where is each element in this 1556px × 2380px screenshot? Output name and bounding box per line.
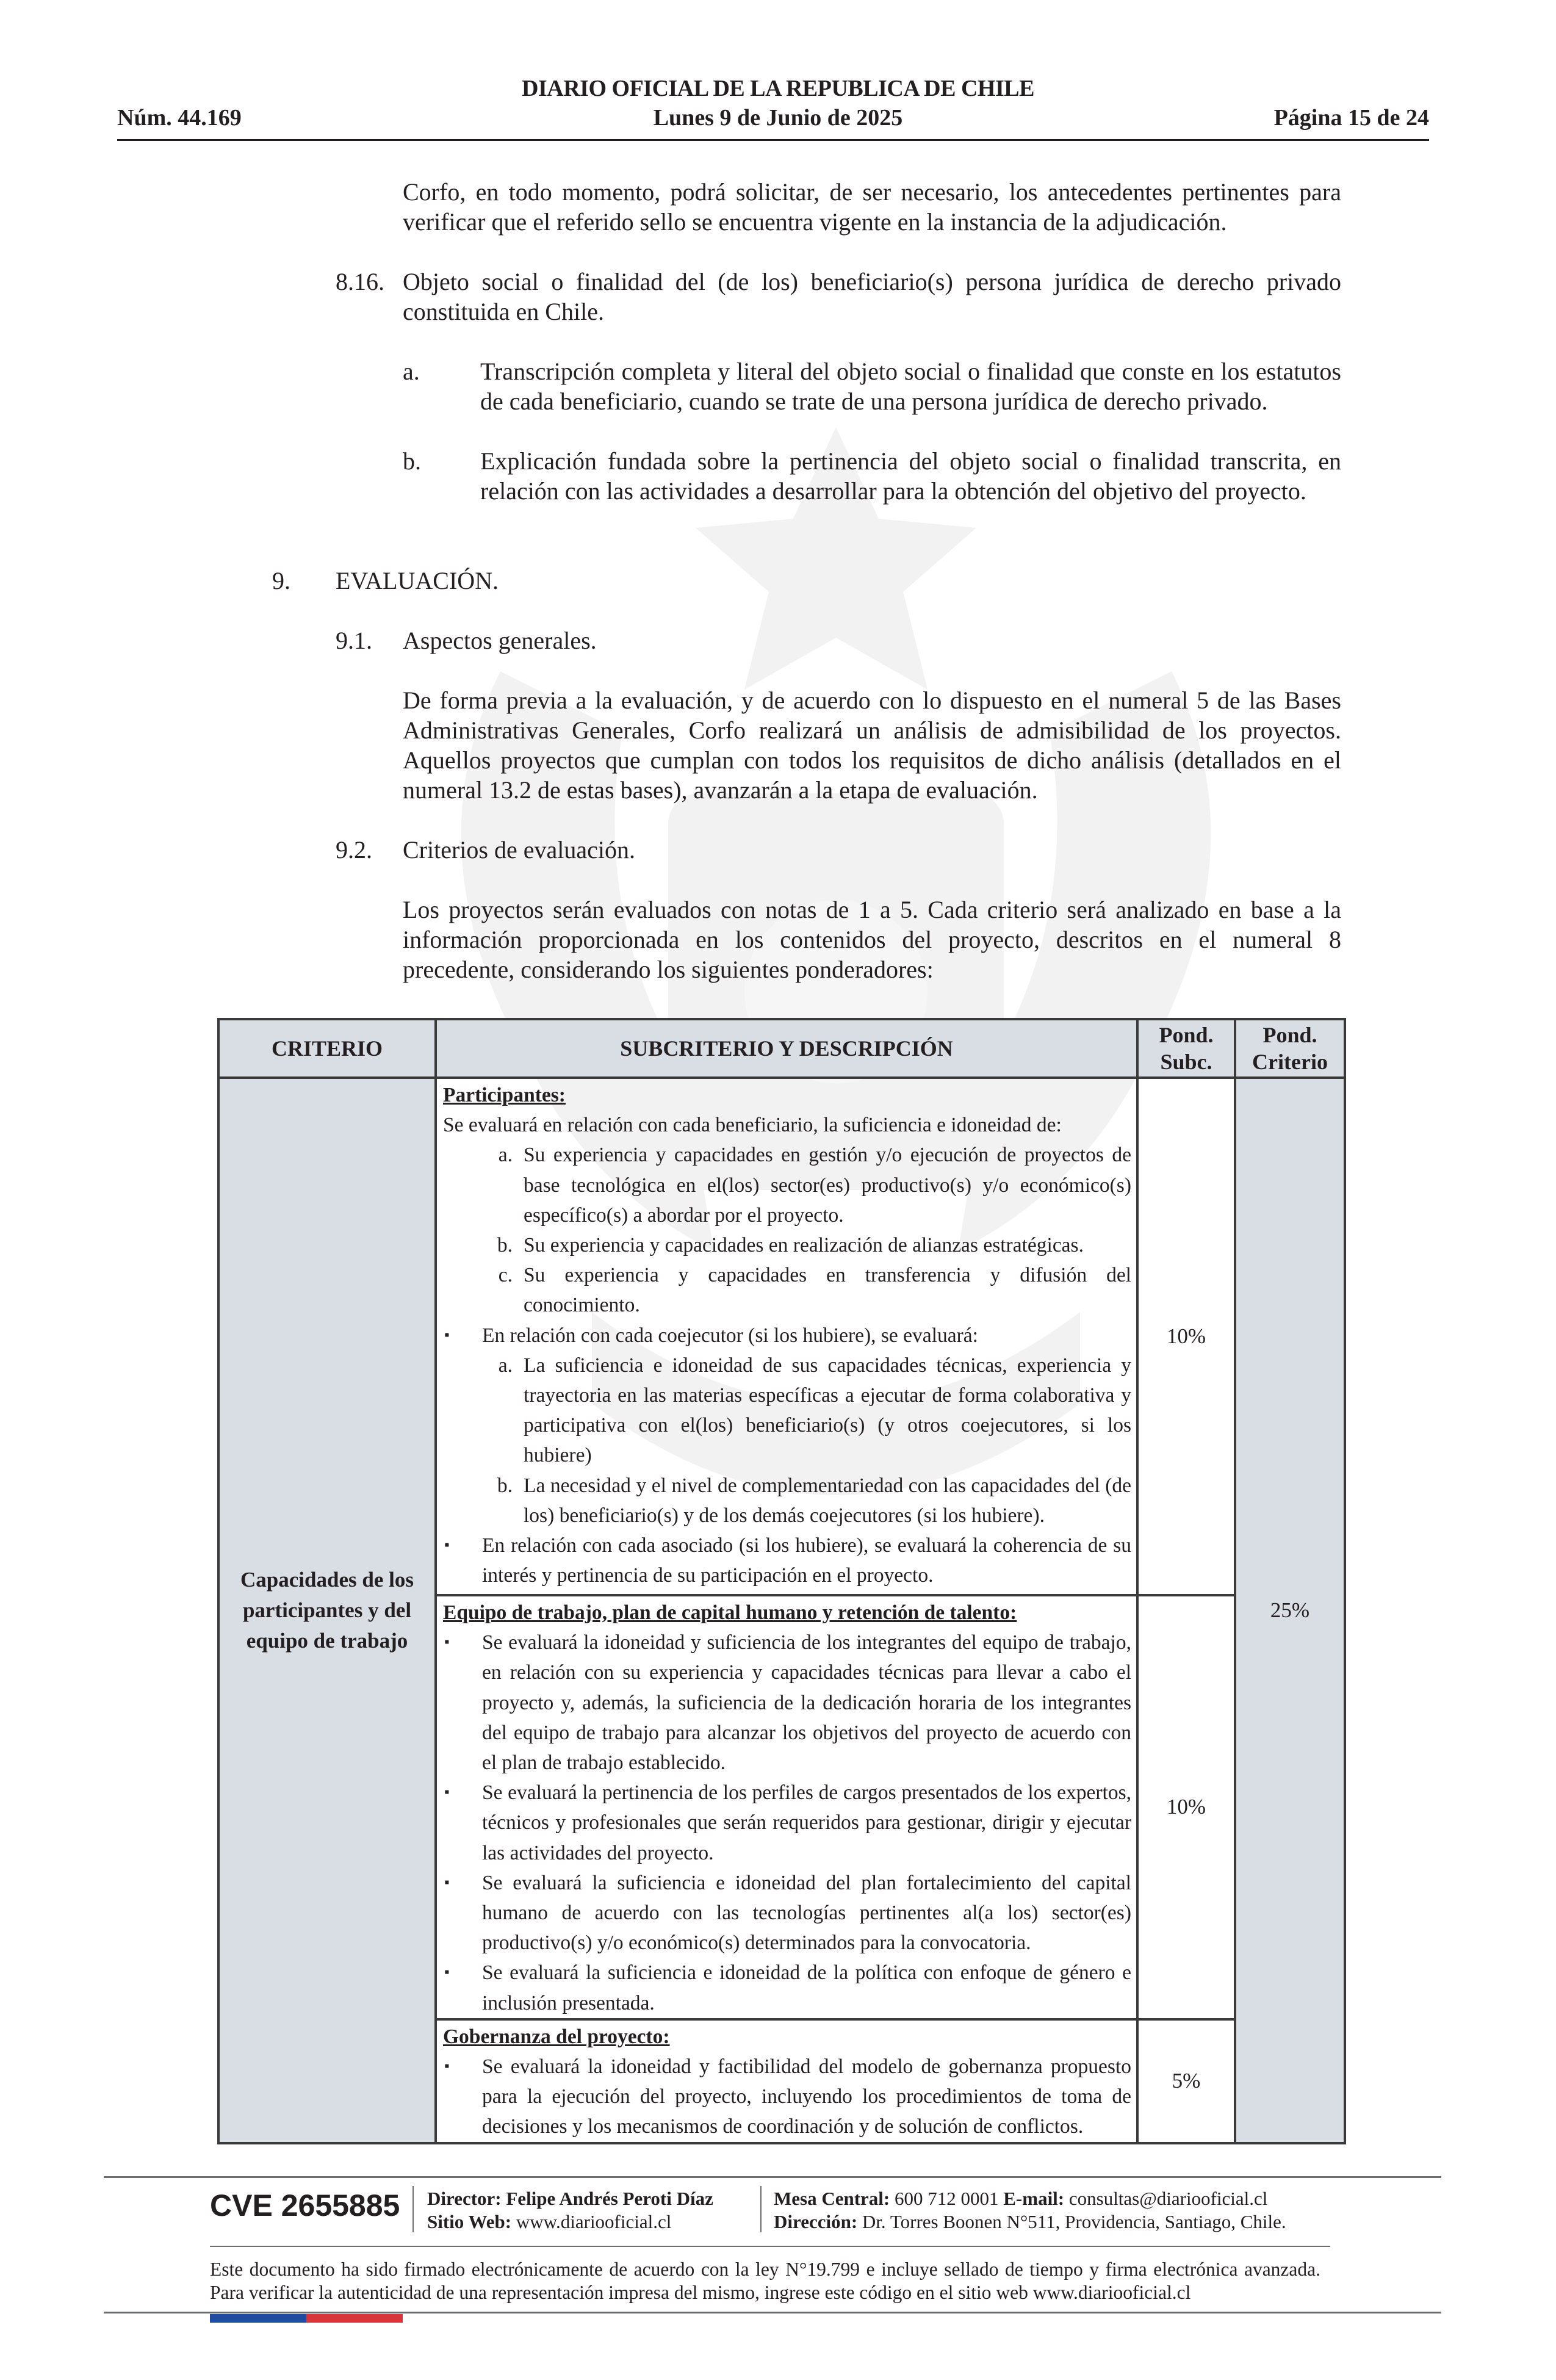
footer-separator <box>760 2186 762 2232</box>
pond-participantes: 10% <box>1137 1078 1235 1595</box>
pond-criterio-value: 25% <box>1235 1078 1345 2143</box>
section-9-2-title: Criterios de evaluación. <box>403 836 635 864</box>
list-item: c. Su experiencia y capacidades en transferencia y difusión del conocimiento. <box>498 1264 1131 1317</box>
section-8-16-text: Objeto social o finalidad del (de los) beneficiario(s) persona jurídica de derecho privado constituida en Chile. <box>403 268 1341 325</box>
list-item: ▪ Se evaluará la pertinencia de los perfiles de cargos presentados de los expertos, técnicos y profesionales que serán requeridos para gestionar, dirigir y ejecutar las actividades del proyecto. <box>444 1781 1131 1864</box>
website-link[interactable]: www.diariooficial.cl <box>516 2211 672 2232</box>
section-9-1-title: Aspectos generales. <box>403 627 597 654</box>
flag-bar-red <box>306 2314 403 2323</box>
footer-divider-middle <box>210 2246 1330 2247</box>
section-9-title: EVALUACIÓN. <box>336 567 499 594</box>
item-a-marker: a. <box>403 358 420 385</box>
footer-divider-bottom <box>104 2312 1441 2313</box>
newspaper-title: DIARIO OFICIAL DE LA REPUBLICA DE CHILE <box>522 76 1034 101</box>
subcriterio-title: Gobernanza del proyecto: <box>443 2025 670 2048</box>
page-number: Página 15 de 24 <box>1273 105 1429 131</box>
item-b-text: Explicación fundada sobre la pertinencia del objeto social o finalidad transcrita, en relación con las actividades a desarrollar para la obtención del objetivo del proyecto. <box>480 447 1341 505</box>
pond-gobernanza: 5% <box>1137 2019 1235 2143</box>
list-item: ▪ Se evaluará la suficiencia e idoneidad de la política con enfoque de género e inclusión presentada. <box>444 1961 1131 2014</box>
item-a-text: Transcripción completa y literal del objeto social o finalidad que conste en los estatutos de cada beneficiario, cuando se trate de una persona jurídica de derecho privado. <box>480 358 1341 415</box>
pond-equipo: 10% <box>1137 1595 1235 2019</box>
section-9-number: 9. <box>272 567 290 594</box>
header-subcriterio: SUBCRITERIO Y DESCRIPCIÓN <box>436 1019 1137 1078</box>
subcriterio-gobernanza <box>436 2019 1137 2143</box>
list-item: a. Su experiencia y capacidades en gestión y/o ejecución de proyectos de base tecnológica en el(los) sector(es) productivo(s) y/o económico(s) específico(s) a abordar por el proyecto. <box>498 1144 1131 1227</box>
header-criterio: CRITERIO <box>218 1019 436 1078</box>
subcriterio-equipo <box>436 1595 1137 2019</box>
subcriterio-intro: Se evaluará en relación con cada beneficiario, la suficiencia e idoneidad de: <box>443 1114 1062 1137</box>
footer-separator <box>412 2186 414 2232</box>
list-item: ▪ Se evaluará la idoneidad y suficiencia de los integrantes del equipo de trabajo, en relación con su experiencia y capacidades técnicas para llevar a cabo el proyecto y, además, la suficiencia de la dedicación horaria de los integrantes del equipo de trabajo para alcanzar los objetivos del proyecto de acuerdo con el plan de trabajo establecido. <box>444 1631 1131 1775</box>
section-8-16-number: 8.16. <box>336 268 384 295</box>
cve-code: CVE 2655885 <box>210 2188 400 2223</box>
list-item: ▪ En relación con cada coejecutor (si los hubiere), se evaluará: <box>444 1324 978 1347</box>
footer-website: Sitio Web: www.diariooficial.cl <box>427 2211 672 2232</box>
flag-bar-blue <box>210 2314 306 2323</box>
section-9-1-number: 9.1. <box>336 627 372 654</box>
footer-address: Dirección: Dr. Torres Boonen N°511, Providencia, Santiago, Chile. <box>774 2211 1286 2232</box>
paragraph-corfo: Corfo, en todo momento, podrá solicitar, de ser necesario, los antecedentes pertinentes para verificar que el referido sello se encuentra vigente en la instancia de la adjudicación. <box>403 178 1341 236</box>
footer-contact: Mesa Central: 600 712 0001 E-mail: consultas@diariooficial.cl <box>774 2188 1268 2209</box>
header-divider <box>117 139 1429 141</box>
evaluation-criteria-table <box>217 1018 1346 2144</box>
list-item: b. Su experiencia y capacidades en realización de alianzas estratégicas. <box>497 1234 1084 1257</box>
list-item: ▪ Se evaluará la suficiencia e idoneidad del plan fortalecimiento del capital humano de acuerdo con las tecnologías pertinentes al(a los) sector(es) productivo(s) y/o económico(s) determinados para la convocatoria. <box>444 1871 1131 1955</box>
section-9-2-text: Los proyectos serán evaluados con notas de 1 a 5. Cada criterio será analizado en base a la información proporcionada en los contenidos del proyecto, descritos en el numeral 8 precedente, considerando los siguientes ponderadores: <box>403 896 1341 983</box>
header-pond-criterio: Pond. Criterio <box>1235 1019 1345 1078</box>
list-item: ▪ En relación con cada asociado (si los hubiere), se evaluará la coherencia de su interés y pertinencia de su participación en el proyecto. <box>444 1534 1131 1587</box>
list-item: a. La suficiencia e idoneidad de sus capacidades técnicas, experiencia y trayectoria en las materias específicas a ejecutar de forma colaborativa y participativa con el(los) beneficiario(s) (y otros coejecutores, si los hubiere) <box>498 1354 1131 1467</box>
item-b-marker: b. <box>403 447 421 475</box>
issue-date: Lunes 9 de Junio de 2025 <box>653 105 903 131</box>
list-item: ▪ Se evaluará la idoneidad y factibilidad del modelo de gobernanza propuesto para la ejecución del proyecto, incluyendo los procedimientos de toma de decisiones y los mecanismos de coordinación y de solución de conflictos. <box>444 2055 1131 2138</box>
subcriterio-title: Participantes: <box>443 1084 566 1106</box>
header-pond-subc: Pond. Subc. <box>1137 1019 1235 1078</box>
section-9-2-number: 9.2. <box>336 836 372 864</box>
footer-divider-top <box>104 2176 1441 2178</box>
list-item: b. La necesidad y el nivel de complementariedad con las capacidades del (de los) beneficiario(s) y de los demás coejecutores (si los hubiere). <box>497 1474 1131 1527</box>
subcriterio-participantes <box>436 1078 1137 1595</box>
criterio-cell: Capacidades de los participantes y del equipo de trabajo <box>218 1078 436 2143</box>
issue-number: Núm. 44.169 <box>117 105 242 131</box>
footer-legal-notice: Este documento ha sido firmado electrónicamente de acuerdo con la ley N°19.799 e incluye sellado de tiempo y firma electrónica avanzada. Para verificar la autenticidad de una representación impresa del mismo, ingrese este código en el sitio web www.diariooficial.cl <box>210 2259 1320 2303</box>
subcriterio-title: Equipo de trabajo, plan de capital humano y retención de talento: <box>443 1601 1017 1624</box>
footer-director: Director: Felipe Andrés Peroti Díaz <box>427 2188 713 2209</box>
email-link[interactable]: consultas@diariooficial.cl <box>1068 2188 1268 2209</box>
section-9-1-text: De forma previa a la evaluación, y de acuerdo con lo dispuesto en el numeral 5 de las Bases Administrativas Generales, Corfo realizará un análisis de admisibilidad de los proyectos. Aquellos proyectos que cumplan con todos los requisitos de dicho análisis (detallados en el numeral 13.2 de estas bases), avanzarán a la etapa de evaluación. <box>403 687 1341 804</box>
